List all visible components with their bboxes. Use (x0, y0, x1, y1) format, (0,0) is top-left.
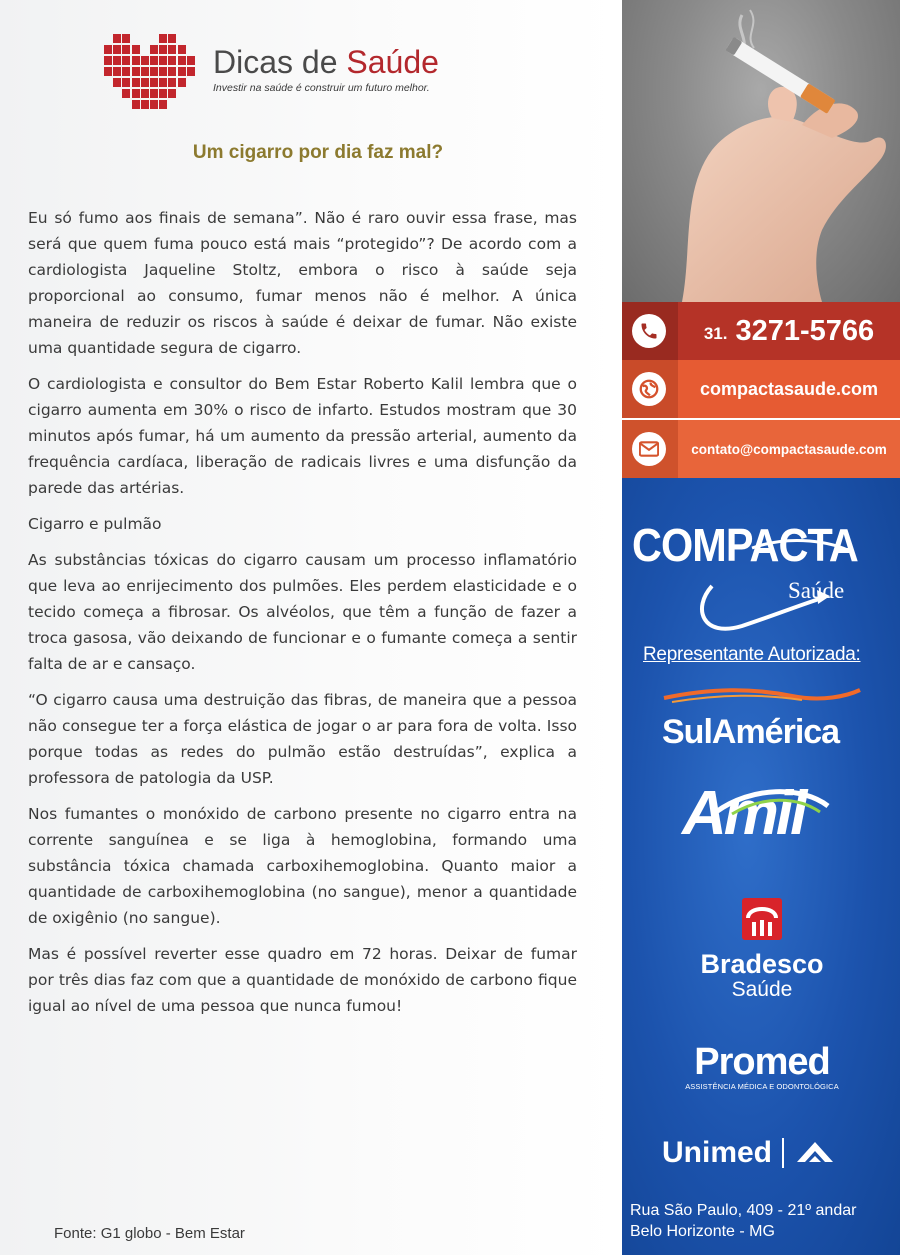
heart-pixel (132, 67, 140, 76)
email-link[interactable]: contato@compactasaude.com (691, 441, 887, 457)
sulamerica-name: SulAmérica (662, 713, 840, 751)
heart-pixel (168, 89, 176, 98)
contact-email[interactable] (622, 420, 900, 478)
heart-pixel (113, 34, 121, 43)
article-paragraph-4: “O cigarro causa uma destruição das fibras, de maneira que a pessoa não consegue ter a força elástica de jogar o ar para fora de volta. Isso porque todas as redes do pulmão estão destruídas”, explica a professora de patologia da USP. (28, 691, 577, 787)
article-source: Fonte: G1 globo - Bem Estar (54, 1225, 245, 1242)
globe-icon (632, 372, 666, 406)
bradesco-tree-icon (742, 898, 782, 940)
cigarette-hand-illustration-icon (622, 0, 900, 302)
representative-label: Representante Autorizada: (643, 644, 861, 665)
heart-pixel (178, 56, 186, 65)
heart-pixel (150, 100, 158, 109)
sulamerica-logo (662, 686, 862, 752)
cigarette-hand-photo (622, 0, 900, 302)
heart-pixel (141, 67, 149, 76)
heart-pixel (150, 89, 158, 98)
heart-pixel (132, 56, 140, 65)
heart-pixel (187, 67, 195, 76)
brand-title (213, 44, 439, 80)
brand-accent: Saúde (346, 44, 439, 80)
heart-pixel (104, 56, 112, 65)
promed-sub: ASSISTÊNCIA MÉDICA E ODONTOLÓGICA (685, 1082, 839, 1091)
phone-number: 3271-5766 (735, 314, 875, 347)
promed-name: Promed (694, 1041, 830, 1083)
heart-pixel (104, 45, 112, 54)
heart-pixel (113, 45, 121, 54)
unimed-name: Unimed (662, 1136, 773, 1169)
heart-pixel (141, 78, 149, 87)
brand-prefix: Dicas de (213, 44, 338, 80)
article-paragraph-2: O cardiologista e consultor do Bem Estar Roberto Kalil lembra que o cigarro aumenta em 30% o risco de infarto. Estudos mostram que 30 minutos após fumar, há um aumento da pressão arterial, aumento da frequência cardíaca, liberação de radicais livres e uma disfunção da parede das artérias. (28, 375, 577, 497)
contact-website[interactable] (622, 360, 900, 418)
amil-arc-icon (712, 786, 832, 816)
article-paragraph-3: As substâncias tóxicas do cigarro causam um processo inflamatório que leva ao enrijecimento dos pulmões. Eles perdem elasticidade e o tecido começa a fibrosar. Os alvéolos, que têm a função de fazer a troca gasosa, vão deixando de funcionar e o fumante começa a sentir falta de ar e cansaço. (28, 551, 577, 673)
heart-pixel (150, 56, 158, 65)
heart-pixel (168, 34, 176, 43)
article-paragraph-1: Eu só fumo aos finais de semana”. Não é raro ouvir essa frase, mas será que quem fuma pouco está mais “protegido”? De acordo com a cardiologista Jaqueline Stoltz, embora o risco à saúde seja proporcional ao consumo, fumar menos não é melhor. A única maneira de reduzir os riscos à saúde é deixar de fumar. Não existe uma quantidade segura de cigarro. (28, 209, 577, 357)
address (630, 1200, 856, 1242)
sulamerica-wave-icon (662, 686, 862, 704)
heart-pixel (150, 67, 158, 76)
heart-pixel (113, 67, 121, 76)
heart-pixel (159, 56, 167, 65)
heart-pixel (187, 56, 195, 65)
heart-pixel (178, 78, 186, 87)
article-body (28, 205, 577, 1029)
brand-tagline: Investir na saúde é construir um futuro melhor. (213, 82, 430, 94)
pixel-heart-logo-icon (104, 34, 196, 110)
phone-prefix: 31. (703, 324, 728, 343)
contact-phone[interactable] (622, 302, 900, 360)
bradesco-logo (672, 898, 852, 1002)
heart-pixel (159, 45, 167, 54)
heart-pixel (113, 56, 121, 65)
heart-pixel (168, 78, 176, 87)
unimed-logo (662, 1136, 862, 1170)
heart-pixel (122, 67, 130, 76)
phone-icon (632, 314, 666, 348)
heart-pixel (122, 78, 130, 87)
article-title: Um cigarro por dia faz mal? (192, 142, 444, 163)
heart-pixel (168, 45, 176, 54)
heart-pixel (159, 34, 167, 43)
bradesco-sub: Saúde (731, 978, 793, 1001)
heart-pixel (159, 89, 167, 98)
heart-pixel (141, 100, 149, 109)
heart-pixel (122, 45, 130, 54)
promed-logo (667, 1042, 857, 1091)
article-paragraph-5: Nos fumantes o monóxido de carbono presente no cigarro entra na corrente sanguínea e se liga à hemoglobina, formando uma substância tóxica chamada carboxihemoglobina. Quanto maior a quantidade de carboxihemoglobina (no sangue), menor a quantidade de oxigênio (no sangue). (28, 805, 577, 927)
heart-pixel (132, 100, 140, 109)
address-line-1: Rua São Paulo, 409 - 21º andar (630, 1202, 857, 1219)
heart-pixel (122, 89, 130, 98)
compacta-name: COMPACTA (632, 519, 858, 571)
heart-pixel (150, 78, 158, 87)
amil-logo (682, 778, 832, 849)
amil-name: Amil (682, 779, 805, 848)
heart-pixel (141, 56, 149, 65)
heart-pixel (122, 34, 130, 43)
compacta-logo (632, 518, 872, 618)
heart-pixel (168, 56, 176, 65)
heart-pixel (132, 89, 140, 98)
heart-pixel (178, 67, 186, 76)
heart-pixel (178, 45, 186, 54)
heart-pixel (104, 67, 112, 76)
partners-panel (622, 478, 900, 1255)
heart-pixel (113, 78, 121, 87)
article-subheading: Cigarro e pulmão (28, 515, 162, 533)
heart-pixel (150, 45, 158, 54)
unimed-tree-icon (795, 1140, 835, 1166)
article-paragraph-6: Mas é possível reverter esse quadro em 72 horas. Deixar de fumar por três dias faz com que a quantidade de monóxido de carbono fique igual ao nível de uma pessoa que nunca fumou! (28, 945, 577, 1015)
bradesco-name: Bradesco (700, 949, 824, 979)
heart-pixel (159, 78, 167, 87)
compacta-sub: Saúde (788, 578, 845, 603)
website-link[interactable]: compactasaude.com (699, 378, 879, 399)
brand-block (213, 44, 439, 94)
heart-pixel (168, 67, 176, 76)
heart-pixel (159, 67, 167, 76)
heart-pixel (141, 89, 149, 98)
heart-pixel (122, 56, 130, 65)
mail-icon (632, 432, 666, 466)
sidebar (620, 0, 900, 1255)
address-line-2: Belo Horizonte - MG (630, 1223, 775, 1240)
heart-pixel (132, 45, 140, 54)
heart-pixel (159, 100, 167, 109)
heart-pixel (132, 78, 140, 87)
